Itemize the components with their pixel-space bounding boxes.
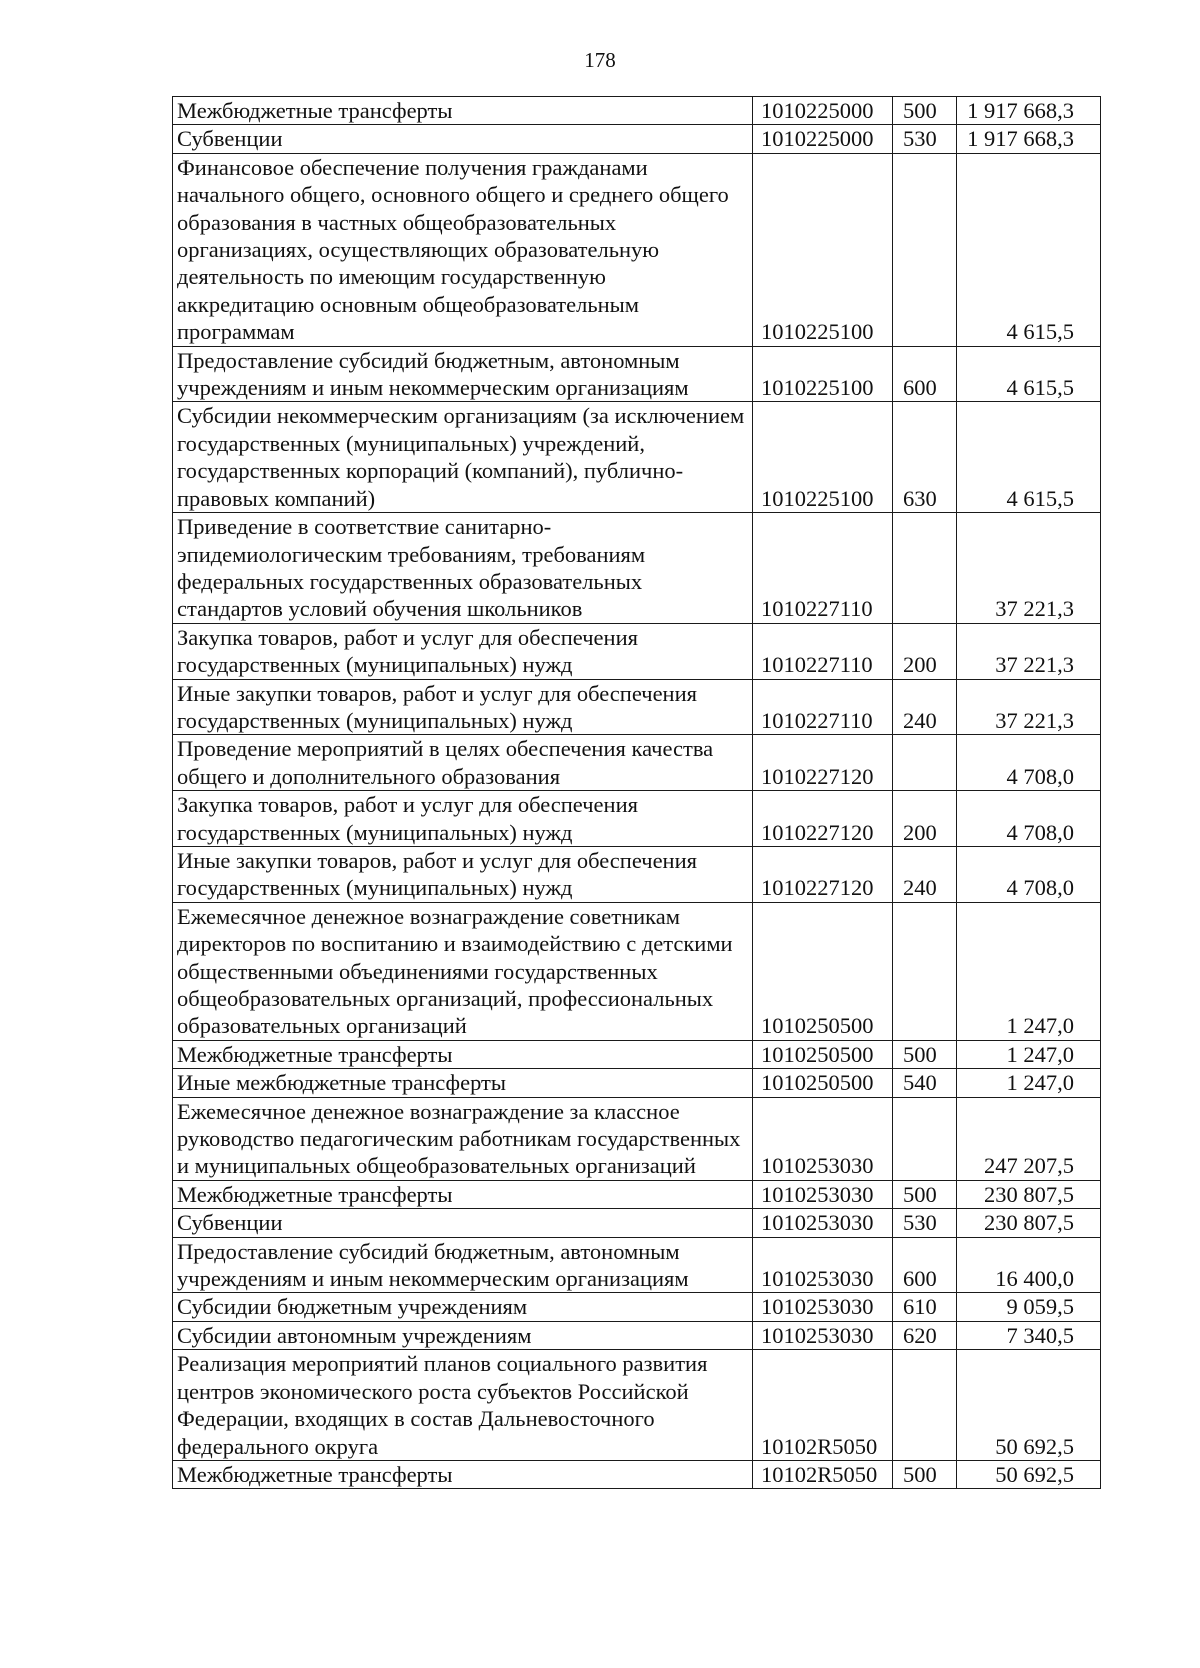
row-type: 500	[893, 1460, 957, 1488]
row-sum: 1 247,0	[957, 1069, 1101, 1097]
row-code: 1010225000	[753, 125, 893, 153]
row-name: Межбюджетные трансферты	[173, 1040, 753, 1068]
row-sum: 37 221,3	[957, 679, 1101, 735]
row-name: Иные межбюджетные трансферты	[173, 1069, 753, 1097]
row-type: 500	[893, 1040, 957, 1068]
row-type: 200	[893, 791, 957, 847]
row-sum: 230 807,5	[957, 1180, 1101, 1208]
row-sum: 50 692,5	[957, 1350, 1101, 1461]
row-sum: 50 692,5	[957, 1460, 1101, 1488]
row-code: 1010253030	[753, 1321, 893, 1349]
row-type	[893, 1350, 957, 1461]
row-type: 630	[893, 402, 957, 513]
row-name: Закупка товаров, работ и услуг для обеспечения государственных (муниципальных) нужд	[173, 623, 753, 679]
row-type	[893, 513, 957, 624]
row-sum: 4 708,0	[957, 846, 1101, 902]
row-name: Иные закупки товаров, работ и услуг для обеспечения государственных (муниципальных) нужд	[173, 846, 753, 902]
row-type: 610	[893, 1293, 957, 1321]
table-row	[173, 846, 1101, 902]
table-row	[173, 346, 1101, 402]
row-type: 240	[893, 846, 957, 902]
row-name: Закупка товаров, работ и услуг для обеспечения государственных (муниципальных) нужд	[173, 791, 753, 847]
row-code: 1010225100	[753, 153, 893, 346]
row-sum: 230 807,5	[957, 1209, 1101, 1237]
row-name: Ежемесячное денежное вознаграждение советникам директоров по воспитанию и взаимодействию с детскими общественными объединениями государственных общеобразовательных организаций, профессиональных образовательных организаций	[173, 902, 753, 1040]
row-name: Иные закупки товаров, работ и услуг для обеспечения государственных (муниципальных) нужд	[173, 679, 753, 735]
row-code: 1010253030	[753, 1237, 893, 1293]
row-code: 1010227110	[753, 513, 893, 624]
table-row	[173, 1097, 1101, 1180]
row-type: 500	[893, 1180, 957, 1208]
row-sum: 37 221,3	[957, 623, 1101, 679]
row-code: 1010253030	[753, 1097, 893, 1180]
row-sum: 9 059,5	[957, 1293, 1101, 1321]
row-name: Проведение мероприятий в целях обеспечения качества общего и дополнительного образования	[173, 735, 753, 791]
row-type	[893, 1097, 957, 1180]
row-name: Приведение в соответствие санитарно-эпидемиологическим требованиям, требованиям федеральных государственных образовательных стандартов условий обучения школьников	[173, 513, 753, 624]
row-name: Реализация мероприятий планов социального развития центров экономического роста субъектов Российской Федерации, входящих в состав Дальневосточного федерального округа	[173, 1350, 753, 1461]
table-row	[173, 1209, 1101, 1237]
row-sum: 1 247,0	[957, 1040, 1101, 1068]
table-row	[173, 1293, 1101, 1321]
table-row	[173, 1350, 1101, 1461]
table-row	[173, 1237, 1101, 1293]
budget-table-body	[173, 97, 1101, 1489]
row-code: 10102R5050	[753, 1460, 893, 1488]
row-name: Межбюджетные трансферты	[173, 97, 753, 125]
row-code: 1010227120	[753, 846, 893, 902]
row-type	[893, 735, 957, 791]
row-code: 1010227110	[753, 679, 893, 735]
row-type: 600	[893, 1237, 957, 1293]
table-row	[173, 1040, 1101, 1068]
row-sum: 4 615,5	[957, 402, 1101, 513]
row-code: 1010225100	[753, 402, 893, 513]
row-code: 1010250500	[753, 1069, 893, 1097]
table-row	[173, 97, 1101, 125]
table-row	[173, 1460, 1101, 1488]
row-type: 240	[893, 679, 957, 735]
row-sum: 4 708,0	[957, 791, 1101, 847]
row-sum: 4 708,0	[957, 735, 1101, 791]
row-code: 1010253030	[753, 1180, 893, 1208]
row-type: 620	[893, 1321, 957, 1349]
row-sum: 1 917 668,3	[957, 97, 1101, 125]
row-code: 1010250500	[753, 902, 893, 1040]
row-type: 540	[893, 1069, 957, 1097]
row-name: Субсидии бюджетным учреждениям	[173, 1293, 753, 1321]
row-name: Субвенции	[173, 125, 753, 153]
row-name: Субсидии автономным учреждениям	[173, 1321, 753, 1349]
row-sum: 247 207,5	[957, 1097, 1101, 1180]
row-code: 1010225100	[753, 346, 893, 402]
row-type: 500	[893, 97, 957, 125]
page-number: 178	[584, 48, 616, 72]
table-row	[173, 402, 1101, 513]
row-code: 1010250500	[753, 1040, 893, 1068]
row-type: 600	[893, 346, 957, 402]
row-name: Межбюджетные трансферты	[173, 1180, 753, 1208]
row-name: Финансовое обеспечение получения гражданами начального общего, основного общего и среднего общего образования в частных общеобразовательных организациях, осуществляющих образовательную деятельность по имеющим государственную аккредитацию основным общеобразовательным программам	[173, 153, 753, 346]
row-type	[893, 153, 957, 346]
row-sum: 4 615,5	[957, 153, 1101, 346]
budget-table	[172, 96, 1101, 1489]
table-row	[173, 1321, 1101, 1349]
row-sum: 37 221,3	[957, 513, 1101, 624]
row-code: 1010225000	[753, 97, 893, 125]
row-name: Предоставление субсидий бюджетным, автономным учреждениям и иным некоммерческим организациям	[173, 346, 753, 402]
table-row	[173, 623, 1101, 679]
row-type	[893, 902, 957, 1040]
row-type: 200	[893, 623, 957, 679]
row-sum: 1 917 668,3	[957, 125, 1101, 153]
row-code: 1010253030	[753, 1209, 893, 1237]
table-row	[173, 735, 1101, 791]
table-row	[173, 679, 1101, 735]
table-row	[173, 153, 1101, 346]
table-row	[173, 513, 1101, 624]
row-code: 1010227120	[753, 791, 893, 847]
row-code: 1010227120	[753, 735, 893, 791]
row-name: Ежемесячное денежное вознаграждение за классное руководство педагогическим работникам государственных и муниципальных общеобразовательных организаций	[173, 1097, 753, 1180]
row-sum: 1 247,0	[957, 902, 1101, 1040]
row-name: Межбюджетные трансферты	[173, 1460, 753, 1488]
row-code: 1010227110	[753, 623, 893, 679]
row-code: 1010253030	[753, 1293, 893, 1321]
row-name: Предоставление субсидий бюджетным, автономным учреждениям и иным некоммерческим организациям	[173, 1237, 753, 1293]
row-code: 10102R5050	[753, 1350, 893, 1461]
row-sum: 4 615,5	[957, 346, 1101, 402]
table-row	[173, 1180, 1101, 1208]
table-row	[173, 791, 1101, 847]
row-type: 530	[893, 1209, 957, 1237]
row-name: Субсидии некоммерческим организациям (за исключением государственных (муниципальных) учреждений, государственных корпораций (компаний), публично-правовых компаний)	[173, 402, 753, 513]
table-row	[173, 1069, 1101, 1097]
row-name: Субвенции	[173, 1209, 753, 1237]
row-type: 530	[893, 125, 957, 153]
row-sum: 7 340,5	[957, 1321, 1101, 1349]
row-sum: 16 400,0	[957, 1237, 1101, 1293]
table-row	[173, 902, 1101, 1040]
table-row	[173, 125, 1101, 153]
